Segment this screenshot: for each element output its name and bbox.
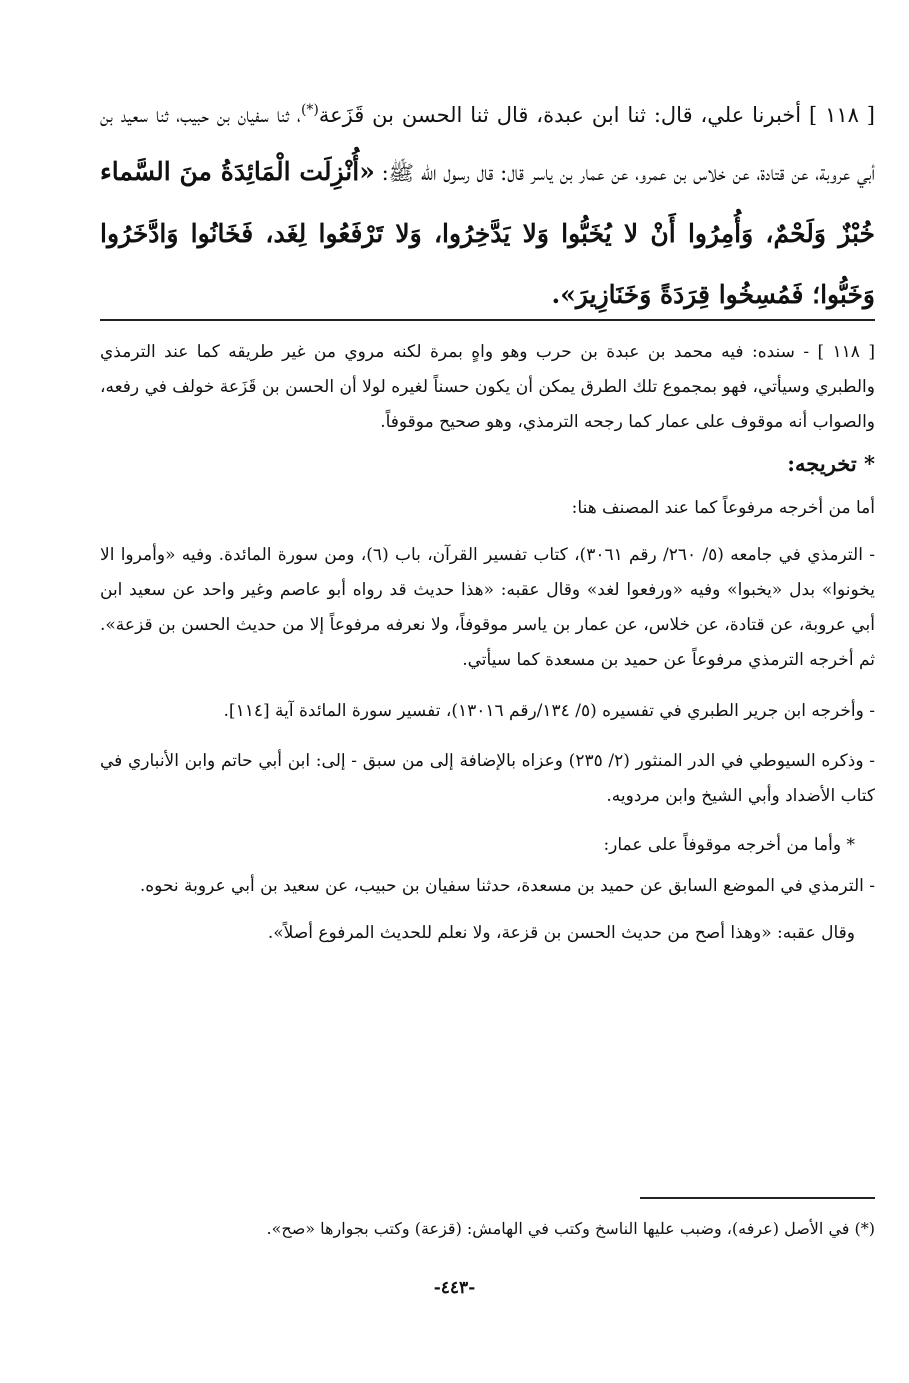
divider-line (100, 319, 875, 321)
sanad-note: [ ١١٨ ] - سنده: فيه محمد بن عبدة بن حرب وهو واهٍ بمرة لكنه مروي من غير طريقه كما عند الترمذي والطبري وسيأتي، فهو بمجموع تلك الطرق يمكن أن يكون حسناً لغيره لولا أن الحسن بن قَزَعة خولف في رفعه، والصواب أنه موقوف على عمار كما رجحه الترمذي، وهو صحيح موقوفاً. (100, 342, 875, 432)
marfu-intro: أما من أخرجه مرفوعاً كما عند المصنف هنا: (571, 498, 875, 519)
hadith-paragraph (100, 90, 875, 325)
mawquf-intro: * وأما من أخرجه موقوفاً على عمار: (603, 835, 855, 856)
tabari-note: - وأخرجه ابن جرير الطبري في تفسيره (٥/ ١٣٤/رقم ١٣٠١٦)، تفسير سورة المائدة آية [١١٤]. (223, 700, 875, 721)
main-text (100, 90, 875, 325)
isnad-text-b: ، ثنا سفيان بن حبيب، ثنا سعيد بن أبي عروبة، عن قتادة، عن خلاس بن عمرو، عن عمار بن ياسر قال: قال رسول الله ﷺ: (100, 103, 875, 186)
suyuti-note: - وذكره السيوطي في الدر المنثور (٢/ ٢٣٥) وعزاه بالإضافة إلى من سبق - إلى: ابن أبي حاتم وابن الأنباري في كتاب الأضداد وأبي الشيخ وابن مردويه. (100, 751, 875, 807)
isnad-text-a: [ ١١٨ ] أخبرنا علي، قال: ثنا ابن عبدة، قال ثنا الحسن بن قَزَعة (318, 103, 875, 127)
footnote-marker: (*) (300, 102, 319, 118)
page-number: -٤٤٣- (433, 1278, 476, 1298)
tirmidhi-note: - الترمذي في جامعه (٥/ ٢٦٠/ رقم ٣٠٦١)، كتاب تفسير القرآن، باب (٦)، ومن سورة المائدة. وفيه «وأمروا الا يخونوا» بدل «يخبوا» وفيه «ورفعوا لغد» وقال عقبه: «هذا حديث قد رواه أبو عاصم وغير واحد عن سعيد ابن أبي عروبة، عن قتادة، عن خلاس، عن عمار بن ياسر موقوفاً، ولا نعرفه مرفوعاً إلا من حديث الحسن بن قزعة». ثم أخرجه الترمذي مرفوعاً عن حميد بن مسعدة كما سيأتي. (100, 545, 875, 670)
footnote: (*) في الأصل (عرفه)، وضبب عليها الناسخ وكتب في الهامش: (قزعة) وكتب بجوارها «صح». (266, 1219, 875, 1238)
hadith-matn: «أُنْزِلَت الْمَائِدَةُ منَ السَّماء خُبْزٌ وَلَحْمٌ، وَأُمِرُوا أَنْ لا يُخَبُّوا وَلا يَدَّخِرُوا، وَلا تَرْفَعُوا لِغَد، فَخَانُوا وَادَّخَرُوا وَخَبُّوا؛ فَمُسِخُوا قِرَدَةً وَخَنَازِيرَ». (100, 157, 875, 309)
takhrij-heading: * تخريجه: (787, 450, 875, 476)
footnote-divider (640, 1197, 875, 1199)
tirmidhi-comment: وقال عقبه: «وهذا أصح من حديث الحسن بن قزعة، ولا نعلم للحديث المرفوع أصلاً». (267, 922, 855, 943)
commentary (100, 335, 875, 951)
tirmidhi-mawquf-note: - الترمذي في الموضع السابق عن حميد بن مسعدة، حدثنا سفيان بن حبيب، عن سعيد بن أبي عروبة نحوه. (139, 876, 875, 897)
